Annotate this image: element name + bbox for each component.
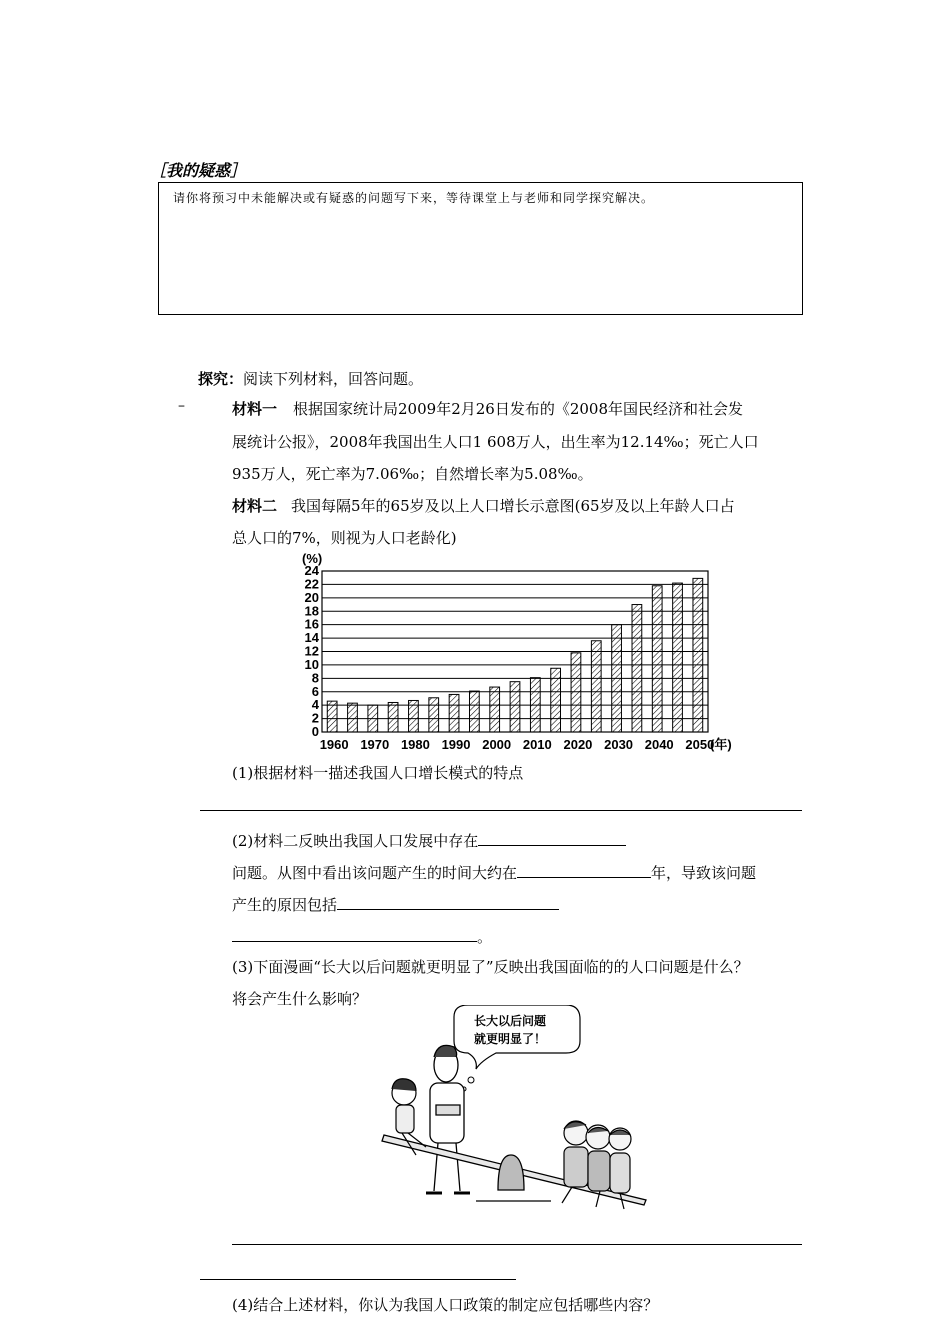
chart-bar (490, 687, 500, 732)
chart-x-tick-label: 1960 (319, 737, 349, 752)
material1-label: 材料一 (232, 400, 278, 418)
chart-x-tick-label: 2040 (644, 737, 674, 752)
question2-text2: 问题。从图中看出该问题产生的时间大约在 (232, 864, 518, 882)
question2-text3: 年，导致该问题 (651, 864, 757, 882)
chart-x-tick-label: 2000 (482, 737, 512, 752)
explore-label: 探究： (198, 370, 244, 388)
question2-blank3[interactable] (337, 893, 559, 910)
chart-x-tick-label: 1970 (360, 737, 390, 752)
chart-y-tick-label: 22 (304, 576, 319, 592)
question2-line1 (232, 829, 626, 851)
material2-text1: 我国每隔5年的65岁及以上人口增长示意图(65岁及以上年龄人口占 (291, 497, 735, 515)
chart-y-tick-label: 10 (304, 656, 319, 672)
chart-bar (348, 703, 358, 732)
chart-bar (409, 700, 419, 732)
material1-line1 (232, 399, 743, 419)
chart-bar (429, 698, 439, 732)
chart-bar (327, 701, 337, 732)
question3-answer-line1[interactable] (232, 1244, 802, 1245)
chart-bar (571, 653, 581, 732)
material2-line2: 总人口的7%，则视为人口老龄化) (232, 529, 457, 547)
question1: (1)根据材料一描述我国人口增长模式的特点 (232, 764, 524, 782)
chart-x-tick-label: 2030 (604, 737, 634, 752)
question1-answer-line[interactable] (200, 810, 802, 811)
chart-y-axis-label: (%) (302, 551, 323, 566)
elderly-group-icon (562, 1121, 631, 1209)
question2-line4 (232, 925, 492, 947)
chart-y-tick-label: 12 (304, 643, 319, 659)
adult-figure-icon (426, 1045, 470, 1193)
doubt-answer-box[interactable] (158, 182, 803, 315)
chart-x-tick-label: 2050 (685, 737, 715, 752)
chart-x-tick-label: 1990 (441, 737, 471, 752)
question2-blank2[interactable] (517, 861, 651, 878)
chart-bar (368, 705, 378, 732)
question2-blank1[interactable] (478, 829, 626, 846)
doubt-section-title: ［我的疑惑］ (150, 161, 247, 180)
chart-bar (551, 668, 561, 732)
chart-y-tick-label: 16 (304, 616, 319, 632)
question2-text4: 产生的原因包括 (232, 896, 338, 914)
chart-bar (449, 694, 459, 732)
chart-x-axis-label: (年) (710, 737, 732, 752)
question3-line2: 将会产生什么影响？ (232, 990, 368, 1008)
chart-y-tick-label: 20 (304, 589, 319, 605)
chart-bar (632, 605, 642, 732)
speech-line1: 长大以后问题 (474, 1014, 547, 1028)
question3-answer-line2[interactable] (200, 1279, 516, 1280)
chart-bar (388, 702, 398, 732)
chart-y-tick-label: 18 (304, 603, 319, 619)
material1-line3: 935万人，死亡率为7.06‰；自然增长率为5.08‰。 (232, 465, 593, 483)
chart-bar (530, 678, 540, 732)
material1-text1: 根据国家统计局2009年2月26日发布的《2008年国民经济和社会发 (293, 400, 743, 418)
question3-line1: (3)下面漫画“长大以后问题就更明显了”反映出我国面临的的人口问题是什么？ (232, 958, 749, 976)
chart-x-tick-label: 2020 (563, 737, 593, 752)
chart-y-tick-label: 8 (311, 670, 319, 686)
chart-bar (652, 586, 662, 732)
seesaw-cartoon (376, 1005, 666, 1220)
chart-bar (510, 682, 520, 732)
chart-bar (612, 625, 622, 732)
chart-y-tick-label: 14 (304, 630, 319, 646)
explore-heading (198, 369, 423, 389)
chart-y-tick-label: 2 (311, 710, 319, 726)
chart-bar (591, 641, 601, 732)
chart-bar (469, 691, 479, 732)
chart-x-tick-label: 1980 (400, 737, 430, 752)
question2-text1: (2)材料二反映出我国人口发展中存在 (232, 832, 479, 850)
chart-bar (693, 578, 703, 732)
material2-line1 (232, 496, 735, 516)
question4: (4)结合上述材料，你认为我国人口政策的制定应包括哪些内容？ (232, 1296, 659, 1314)
question2-line2 (232, 861, 756, 883)
question2-end: 。 (477, 928, 493, 946)
chart-y-tick-label: 6 (311, 683, 319, 699)
chart-bar (673, 583, 683, 732)
speech-line2: 就更明显了！ (474, 1032, 547, 1046)
material2-label: 材料二 (232, 497, 278, 515)
material1-line2: 展统计公报》，2008年我国出生人口1 608万人，出生率为12.14‰；死亡人口 (232, 433, 759, 451)
explore-instruction: 阅读下列材料，回答问题。 (243, 370, 424, 388)
question2-line3 (232, 893, 559, 915)
doubt-hint-text: 请你将预习中未能解决或有疑惑的问题写下来，等待课堂上与老师和同学探究解决。 (173, 191, 655, 205)
chart-y-tick-label: 24 (304, 563, 319, 578)
margin-dash-mark: – (178, 398, 185, 414)
question2-blank4[interactable] (232, 925, 477, 942)
chart-x-tick-label: 2010 (522, 737, 552, 752)
chart-y-tick-label: 0 (311, 724, 319, 739)
elderly-population-bar-chart (290, 545, 750, 755)
chart-y-tick-label: 4 (311, 697, 319, 713)
